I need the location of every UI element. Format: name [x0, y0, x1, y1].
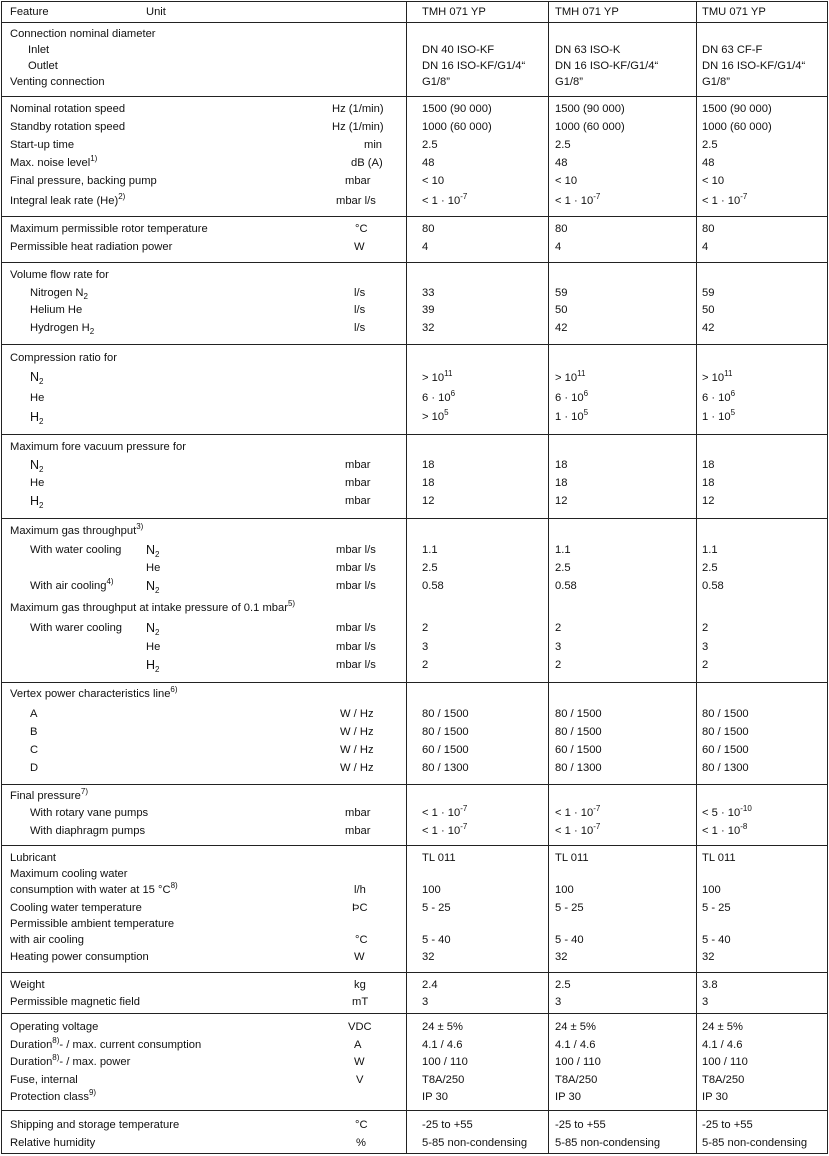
cell: 18: [422, 477, 435, 489]
cell: 1.1: [422, 544, 438, 556]
cell: DN 16 ISO-KF/G1/4“: [422, 60, 526, 72]
cell: 18: [555, 459, 568, 471]
cell: 18: [555, 477, 568, 489]
row-label: With air cooling$^{4)}$: [30, 577, 114, 592]
unit: l/s: [354, 322, 366, 334]
cell: 4: [702, 241, 709, 253]
cell: $1 \cdot 10^5$: [702, 408, 736, 423]
cell: 4.1 / 4.6: [555, 1039, 596, 1051]
row-label: With water cooling: [30, 544, 122, 556]
cell: 80 / 1300: [555, 762, 602, 774]
cell: 3: [702, 996, 709, 1008]
cell: 2: [555, 622, 562, 634]
cell: 80 / 1500: [422, 726, 469, 738]
spec-table: [1, 1, 828, 1154]
cell: 48: [422, 157, 435, 169]
row-label: Duration$^{8)}$- / max. current consumption: [10, 1036, 202, 1051]
cell: 24 ± 5%: [702, 1021, 743, 1033]
header-model-1: TMH 071 YP: [422, 6, 486, 18]
cell: < $1 \cdot 10^{-7}$: [422, 804, 468, 819]
row-label: Maximum permissible rotor temperature: [10, 223, 208, 235]
cell: > $10^5$: [422, 408, 449, 423]
row-label: Maximum gas throughput at intake pressure of 0.1 mbar$^{5)}$: [10, 599, 296, 614]
cell: < $1 \cdot 10^{-7}$: [422, 192, 468, 207]
cell: 1000 (60 000): [555, 121, 625, 133]
cell: -25 to +55: [555, 1119, 606, 1131]
unit: W / Hz: [340, 762, 374, 774]
cell: T8A/250: [422, 1074, 465, 1086]
unit: °C: [355, 223, 368, 235]
row-label: Operating voltage: [10, 1021, 99, 1033]
gas-label: $N_2$: [146, 579, 160, 595]
row-label: A: [30, 708, 38, 720]
unit: W / Hz: [340, 744, 374, 756]
unit: mT: [352, 996, 369, 1008]
unit: %: [356, 1137, 366, 1149]
unit: mbar: [345, 477, 371, 489]
cell: 5 - 25: [702, 902, 731, 914]
row-label: Heating power consumption: [10, 951, 149, 963]
cell: 80 / 1300: [422, 762, 469, 774]
row-label: $H_2$: [30, 494, 44, 510]
cell: $1 \cdot 10^5$: [555, 408, 589, 423]
cell: 80: [555, 223, 568, 235]
cell: IP 30: [555, 1091, 581, 1103]
row-label: Cooling water temperature: [10, 902, 142, 914]
cell: 100: [702, 884, 721, 896]
unit: mbar: [345, 459, 371, 471]
cell: > $10^{11}$: [702, 369, 733, 384]
cell: 3: [702, 641, 709, 653]
cell: < $1 \cdot 10^{-7}$: [702, 192, 748, 207]
unit: mbar: [345, 495, 371, 507]
cell: 2: [422, 622, 429, 634]
cell: $6 \cdot 10^6$: [422, 389, 456, 404]
cell: 5 - 25: [555, 902, 584, 914]
row-label: Outlet: [28, 60, 58, 72]
unit: W: [354, 241, 365, 253]
cell: 2.5: [422, 562, 438, 574]
row-label: He: [30, 477, 45, 489]
cell: G1/8”: [702, 76, 730, 88]
row-label: Permissible heat radiation power: [10, 241, 173, 253]
cell: G1/8”: [555, 76, 583, 88]
row-label: Volume flow rate for: [10, 269, 109, 281]
row-label: Lubricant: [10, 852, 57, 864]
cell: 2: [555, 659, 562, 671]
unit: l/h: [354, 884, 366, 896]
header-feature: Feature: [10, 6, 49, 18]
unit: V: [356, 1074, 364, 1086]
row-label: With rotary vane pumps: [30, 807, 149, 819]
cell: < 10: [702, 175, 725, 187]
cell: 60 / 1500: [422, 744, 469, 756]
cell: 59: [555, 287, 568, 299]
cell: 80 / 1500: [555, 708, 602, 720]
row-label: Maximum gas throughput$^{3)}$: [10, 522, 144, 537]
cell: 0.58: [422, 580, 444, 592]
row-label: Helium He: [30, 304, 83, 316]
cell: 2: [702, 659, 709, 671]
cell: 2: [422, 659, 429, 671]
cell: DN 16 ISO-KF/G1/4“: [555, 60, 659, 72]
unit: min: [364, 139, 383, 151]
cell: 12: [702, 495, 715, 507]
unit: mbar l/s: [336, 659, 376, 671]
row-label: Nominal rotation speed: [10, 103, 126, 115]
cell: 3.8: [702, 979, 718, 991]
cell: -25 to +55: [422, 1119, 473, 1131]
cell: 18: [702, 459, 715, 471]
cell: 2.5: [702, 562, 718, 574]
unit: mbar l/s: [336, 641, 376, 653]
cell: 4.1 / 4.6: [702, 1039, 743, 1051]
row-label: Final pressure, backing pump: [10, 175, 157, 187]
row-label: Inlet: [28, 44, 50, 56]
unit: mbar l/s: [336, 195, 376, 207]
row-label: $H_2$: [30, 410, 44, 426]
cell: 59: [702, 287, 715, 299]
unit: W / Hz: [340, 708, 374, 720]
unit: Hz (1/min): [332, 103, 384, 115]
unit: mbar: [345, 825, 371, 837]
cell: 12: [422, 495, 435, 507]
cell: 60 / 1500: [555, 744, 602, 756]
cell: < $1 \cdot 10^{-7}$: [422, 822, 468, 837]
unit: A: [354, 1039, 362, 1051]
cell: 42: [702, 322, 715, 334]
row-label: consumption with water at 15 $^\circ C^{8)}$: [10, 881, 178, 896]
cell: 1000 (60 000): [422, 121, 492, 133]
row-label: With diaphragm pumps: [30, 825, 146, 837]
cell: 100 / 110: [555, 1056, 601, 1068]
cell: 32: [422, 322, 435, 334]
cell: < 10: [422, 175, 445, 187]
cell: 1500 (90 000): [702, 103, 772, 115]
row-label: Maximum fore vacuum pressure for: [10, 441, 186, 453]
unit: mbar: [345, 807, 371, 819]
cell: 100: [555, 884, 574, 896]
gas-label: He: [146, 641, 161, 653]
cell: TL 011: [702, 852, 736, 864]
unit: mbar l/s: [336, 622, 376, 634]
unit: ÞC: [352, 902, 368, 914]
cell: IP 30: [422, 1091, 448, 1103]
row-label: Compression ratio for: [10, 352, 117, 364]
row-label: He: [30, 392, 45, 404]
unit: l/s: [354, 304, 366, 316]
cell: 80 / 1500: [555, 726, 602, 738]
row-label: Relative humidity: [10, 1137, 96, 1149]
cell: 5 - 40: [702, 934, 731, 946]
unit: mbar l/s: [336, 544, 376, 556]
unit: W: [354, 951, 365, 963]
cell: < $1 \cdot 10^{-7}$: [555, 804, 601, 819]
cell: 32: [702, 951, 715, 963]
cell: 5-85 non-condensing: [422, 1137, 528, 1149]
cell: 5 - 25: [422, 902, 451, 914]
cell: IP 30: [702, 1091, 728, 1103]
cell: G1/8”: [422, 76, 450, 88]
cell: 3: [422, 641, 429, 653]
cell: 5-85 non-condensing: [555, 1137, 661, 1149]
cell: 80 / 1500: [422, 708, 469, 720]
cell: 80 / 1300: [702, 762, 749, 774]
unit: °C: [355, 1119, 368, 1131]
cell: DN 40 ISO-KF: [422, 44, 495, 56]
row-label: Permissible ambient temperature: [10, 918, 175, 930]
row-label: $N_2$: [30, 458, 44, 474]
cell: < $1 \cdot 10^{-7}$: [555, 192, 601, 207]
cell: 80 / 1500: [702, 726, 749, 738]
cell: T8A/250: [555, 1074, 598, 1086]
row-label: Connection nominal diameter: [10, 28, 156, 40]
row-label: Max. noise level$^{1)}$: [10, 154, 98, 169]
cell: 5-85 non-condensing: [702, 1137, 808, 1149]
row-label: Hydrogen $H_2$: [30, 322, 95, 336]
unit: W: [354, 1056, 365, 1068]
row-label: Permissible magnetic field: [10, 996, 140, 1008]
cell: 80 / 1500: [702, 708, 749, 720]
cell: < $1 \cdot 10^{-8}$: [702, 822, 748, 837]
cell: > $10^{11}$: [422, 369, 453, 384]
unit: Hz (1/min): [332, 121, 384, 133]
cell: 5 - 40: [422, 934, 451, 946]
cell: > $10^{11}$: [555, 369, 586, 384]
cell: < $1 \cdot 10^{-7}$: [555, 822, 601, 837]
cell: 4: [422, 241, 429, 253]
cell: 50: [555, 304, 568, 316]
row-label: $N_2$: [30, 370, 44, 386]
cell: DN 16 ISO-KF/G1/4“: [702, 60, 806, 72]
gas-label: $N_2$: [146, 543, 160, 559]
row-label: B: [30, 726, 38, 738]
cell: 24 ± 5%: [422, 1021, 463, 1033]
cell: 1000 (60 000): [702, 121, 772, 133]
row-label: Fuse, internal: [10, 1074, 78, 1086]
unit: mbar l/s: [336, 580, 376, 592]
row-label: D: [30, 762, 39, 774]
cell: DN 63 CF-F: [702, 44, 763, 56]
cell: 60 / 1500: [702, 744, 749, 756]
cell: 0.58: [702, 580, 724, 592]
row-label: Shipping and storage temperature: [10, 1119, 180, 1131]
unit: dB (A): [351, 157, 383, 169]
row-label: Nitrogen $N_2$: [30, 287, 88, 301]
row-label: Final pressure$^{7)}$: [10, 787, 89, 802]
unit: VDC: [348, 1021, 372, 1033]
cell: 18: [422, 459, 435, 471]
cell: 3: [422, 996, 429, 1008]
row-label: Integral leak rate $(He)^{2)}$: [10, 192, 126, 207]
row-label: Maximum cooling water: [10, 868, 128, 880]
header-model-3: TMU 071 YP: [702, 6, 766, 18]
cell: 50: [702, 304, 715, 316]
header-unit: Unit: [146, 6, 166, 18]
cell: 39: [422, 304, 435, 316]
cell: 32: [555, 951, 568, 963]
cell: < 10: [555, 175, 578, 187]
row-label: Standby rotation speed: [10, 121, 126, 133]
row-label: C: [30, 744, 39, 756]
cell: 24 ± 5%: [555, 1021, 596, 1033]
cell: 3: [555, 641, 562, 653]
cell: 100 / 110: [702, 1056, 748, 1068]
gas-label: He: [146, 562, 161, 574]
cell: TL 011: [555, 852, 589, 864]
cell: 80: [422, 223, 435, 235]
cell: 2.5: [555, 979, 571, 991]
cell: -25 to +55: [702, 1119, 753, 1131]
cell: 2.5: [555, 139, 571, 151]
cell: 5 - 40: [555, 934, 584, 946]
cell: 2.4: [422, 979, 438, 991]
cell: 4: [555, 241, 562, 253]
cell: 2.5: [422, 139, 438, 151]
unit: mbar l/s: [336, 562, 376, 574]
cell: T8A/250: [702, 1074, 745, 1086]
row-label: Duration$^{8)}$- / max. power: [10, 1053, 131, 1068]
gas-label: $H_2$: [146, 658, 160, 674]
row-label: Start-up time: [10, 139, 75, 151]
cell: 80: [702, 223, 715, 235]
row-label: Vertex power characteristics line$^{6)}$: [10, 685, 178, 700]
cell: 2.5: [702, 139, 718, 151]
row-label: with air cooling: [10, 934, 84, 946]
cell: 42: [555, 322, 568, 334]
unit: W / Hz: [340, 726, 374, 738]
row-label: Venting connection: [10, 76, 105, 88]
header-model-2: TMH 071 YP: [555, 6, 619, 18]
cell: 18: [702, 477, 715, 489]
cell: 1500 (90 000): [555, 103, 625, 115]
unit: °C: [355, 934, 368, 946]
cell: 1.1: [702, 544, 718, 556]
cell: 32: [422, 951, 435, 963]
cell: 12: [555, 495, 568, 507]
cell: 100 / 110: [422, 1056, 468, 1068]
row-label: With warer cooling: [30, 622, 123, 634]
cell: 0.58: [555, 580, 577, 592]
cell: $6 \cdot 10^6$: [702, 389, 736, 404]
row-label: Protection class$^{9)}$: [10, 1088, 97, 1103]
cell: 2.5: [555, 562, 571, 574]
cell: 1.1: [555, 544, 571, 556]
cell: 4.1 / 4.6: [422, 1039, 463, 1051]
cell: $6 \cdot 10^6$: [555, 389, 589, 404]
cell: < $5 \cdot 10^{-10}$: [702, 804, 752, 819]
cell: DN 63 ISO-K: [555, 44, 621, 56]
cell: 2: [702, 622, 709, 634]
row-label: Weight: [10, 979, 45, 991]
cell: 100: [422, 884, 441, 896]
cell: 3: [555, 996, 562, 1008]
cell: 1500 (90 000): [422, 103, 492, 115]
cell: TL 011: [422, 852, 456, 864]
unit: l/s: [354, 287, 366, 299]
gas-label: $N_2$: [146, 621, 160, 637]
cell: 48: [702, 157, 715, 169]
cell: 33: [422, 287, 435, 299]
unit: kg: [354, 979, 366, 991]
cell: 48: [555, 157, 568, 169]
unit: mbar: [345, 175, 371, 187]
